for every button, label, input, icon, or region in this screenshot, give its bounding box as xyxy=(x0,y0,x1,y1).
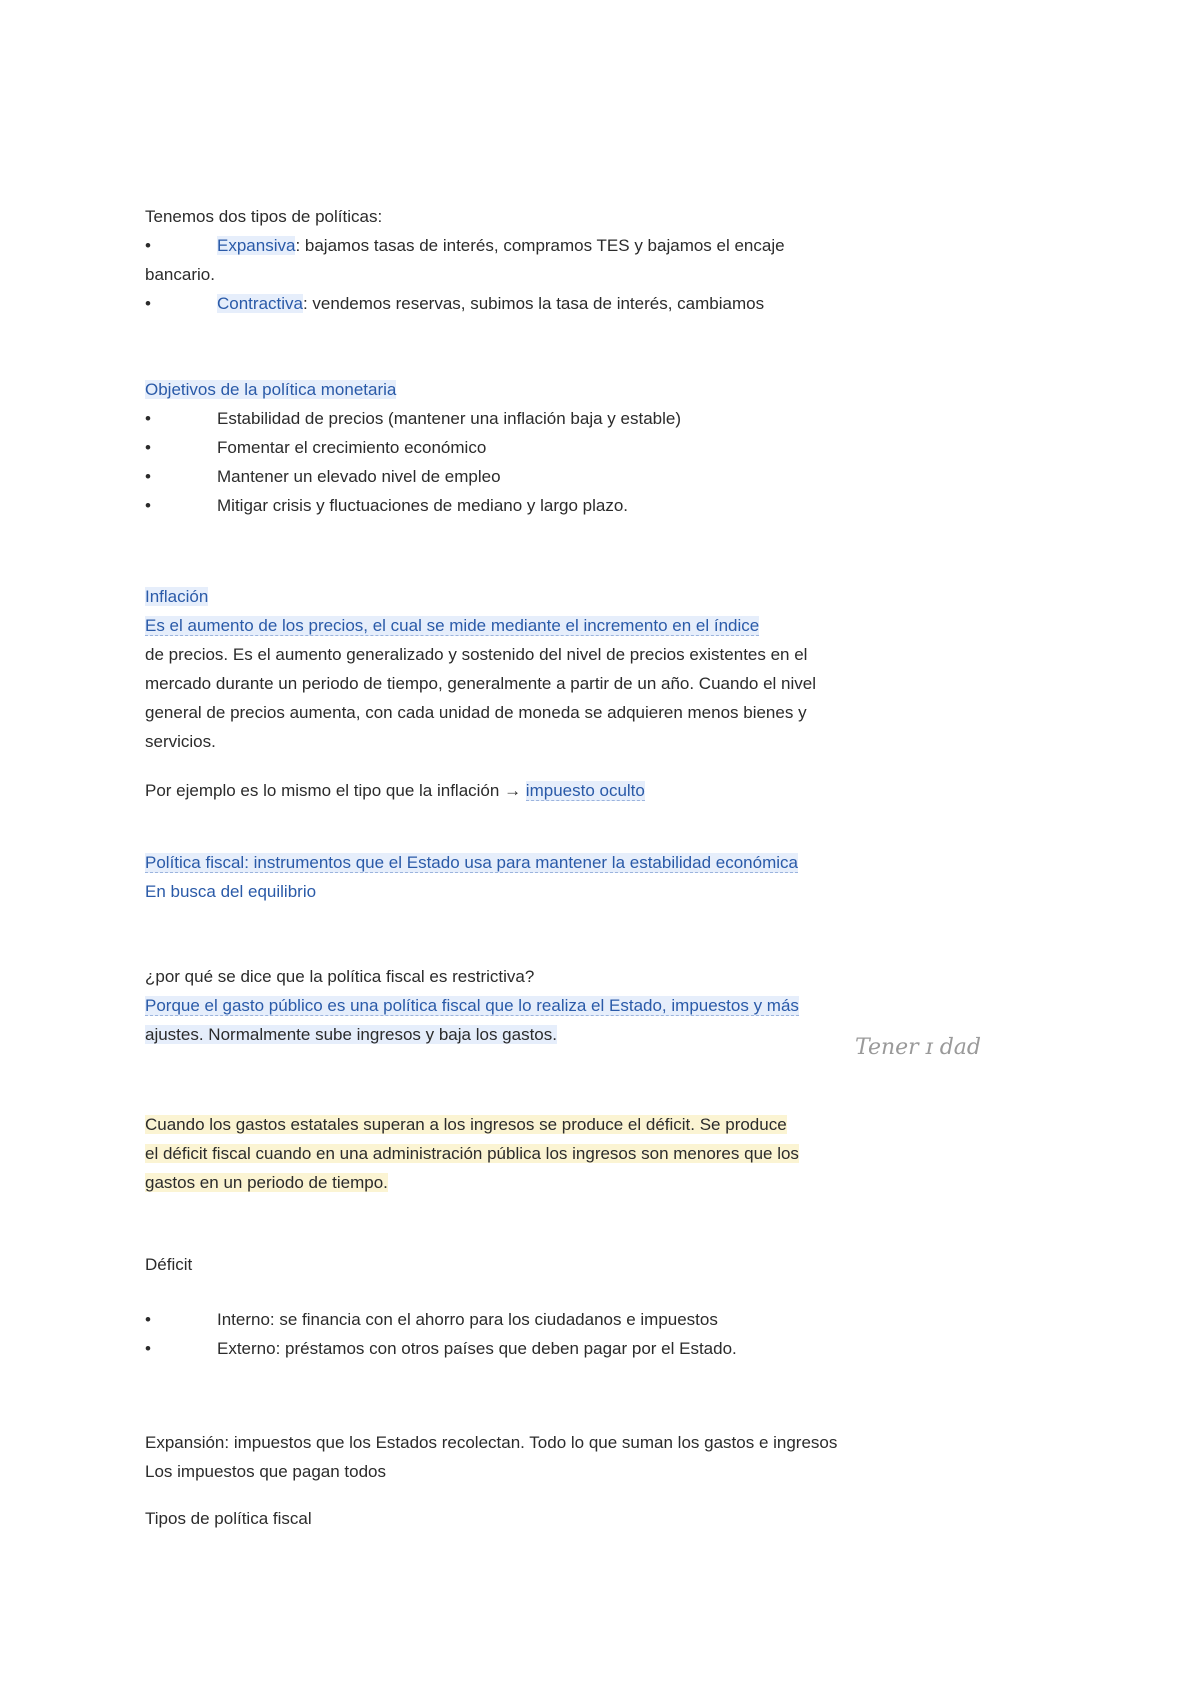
list-item xyxy=(145,289,1045,318)
list-item xyxy=(145,404,1045,433)
deficit-definition-section xyxy=(145,1110,1045,1197)
hidden-tax-link: impuesto oculto xyxy=(525,781,645,800)
list-item xyxy=(145,231,1045,260)
list-item-text: Mantener un elevado nivel de empleo xyxy=(217,467,501,486)
handwritten-note: Tener ɪ dad xyxy=(855,1035,981,1060)
restrictive-question: ¿por qué se dice que la política fiscal es restrictiva? xyxy=(145,967,535,986)
bullet-mark: • xyxy=(145,438,151,457)
contractiva-term: Contractiva xyxy=(217,294,303,313)
inflation-line: servicios. xyxy=(145,732,216,751)
bullet-mark: • xyxy=(145,294,151,313)
bullet-mark: • xyxy=(145,467,151,486)
policy-types-title: Tenemos dos tipos de políticas: xyxy=(145,207,383,226)
continuation-text: bancario. xyxy=(145,265,215,284)
answer-line: ajustes. Normalmente sube ingresos y baja los gastos. xyxy=(145,1025,557,1044)
objectives-title: Objetivos de la política monetaria xyxy=(145,380,397,399)
fiscal-types-title: Tipos de política fiscal xyxy=(145,1509,312,1528)
deficit-line: gastos en un periodo de tiempo. xyxy=(145,1173,388,1192)
deficit-line: Cuando los gastos estatales superan a los ingresos se produce el déficit. Se produce xyxy=(145,1115,787,1134)
deficit-line: el déficit fiscal cuando en una administración pública los ingresos son menores que los xyxy=(145,1144,799,1163)
answer-line: Porque el gasto público es una política fiscal que lo realiza el Estado, impuestos y más xyxy=(145,996,799,1015)
contractiva-text: : vendemos reservas, subimos la tasa de interés, cambiamos xyxy=(302,294,765,313)
monetary-objectives-section xyxy=(145,375,1045,520)
list-item xyxy=(145,491,1045,520)
expansiva-term: Expansiva xyxy=(217,236,296,255)
deficit-title: Déficit xyxy=(145,1255,193,1274)
list-item xyxy=(145,462,1045,491)
fiscal-types-section xyxy=(145,1428,1045,1533)
list-item-text: Mitigar crisis y fluctuaciones de mediano y largo plazo. xyxy=(217,496,629,515)
bullet-mark: • xyxy=(145,409,151,428)
bullet-mark: • xyxy=(145,236,151,255)
inflation-title: Inflación xyxy=(145,587,209,606)
expansion-line: Expansión: impuestos que los Estados recolectan. Todo lo que suman los gastos e ingresos xyxy=(145,1433,838,1452)
inflation-line: general de precios aumenta, con cada unidad de moneda se adquieren menos bienes y xyxy=(145,703,807,722)
bullet-mark: • xyxy=(145,496,151,515)
list-item-text: Estabilidad de precios (mantener una inflación baja y estable) xyxy=(217,409,681,428)
policy-types-section xyxy=(145,202,1045,318)
equilibrium-text: En busca del equilibrio xyxy=(145,882,317,901)
expansiva-text: : bajamos tasas de interés, compramos TES y bajamos el encaje xyxy=(295,236,785,255)
list-item xyxy=(145,433,1045,462)
fiscal-policy-section xyxy=(145,848,1045,906)
deficit-types-section xyxy=(145,1250,1045,1363)
list-item-text: Externo: préstamos con otros países que deben pagar por el Estado. xyxy=(217,1339,737,1358)
taxes-line: Los impuestos que pagan todos xyxy=(145,1462,387,1481)
inflation-line: Es el aumento de los precios, el cual se mide mediante el incremento en el índice xyxy=(145,616,760,635)
list-item-text: Fomentar el crecimiento económico xyxy=(217,438,487,457)
list-item xyxy=(145,1305,1045,1334)
inflation-line: mercado durante un periodo de tiempo, generalmente a partir de un año. Cuando el nivel xyxy=(145,674,816,693)
list-item-text: Interno: se financia con el ahorro para los ciudadanos e impuestos xyxy=(217,1310,718,1329)
inflation-line: de precios. Es el aumento generalizado y sostenido del nivel de precios existentes en el xyxy=(145,645,808,664)
bullet-mark: • xyxy=(145,1310,151,1329)
fiscal-policy-definition: Política fiscal: instrumentos que el Estado usa para mantener la estabilidad económica xyxy=(145,853,798,872)
bullet-mark: • xyxy=(145,1339,151,1358)
list-item xyxy=(145,1334,1045,1363)
inflation-section xyxy=(145,582,1045,805)
inflation-note: Por ejemplo es lo mismo el tipo que la inflación → xyxy=(145,781,526,800)
